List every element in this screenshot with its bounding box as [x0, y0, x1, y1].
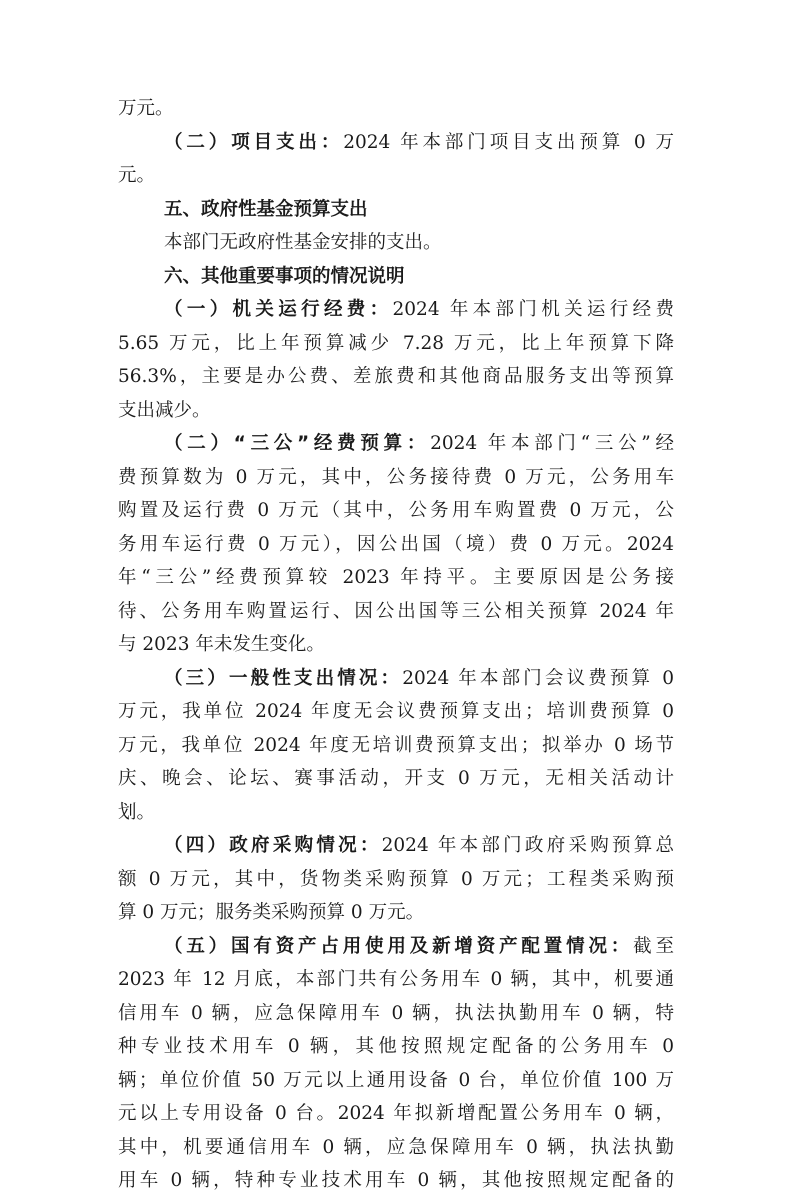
line-text: 2024 年本部门政府采购预算总 — [381, 835, 674, 856]
text-line — [118, 1064, 674, 1098]
line-text: 2024 年本部门会议费预算 0 — [402, 667, 674, 689]
line-text: 2024 年本部门“三公”经 — [430, 433, 674, 454]
text-line — [118, 1164, 674, 1198]
text-line — [118, 1131, 674, 1165]
line-text: 5.65 万元，比上年预算减少 7.28 万元，比上年预算下降 — [118, 332, 674, 354]
text-line — [118, 427, 674, 461]
text-line — [118, 930, 674, 964]
text-line — [118, 695, 674, 729]
line-text: 划。 — [118, 801, 156, 823]
section-heading: 六、其他重要事项的情况说明 — [164, 265, 405, 287]
text-line — [118, 394, 674, 428]
line-text: 信用车 0 辆，应急保障用车 0 辆，执法执勤用车 0 辆，特 — [118, 1002, 674, 1024]
line-text: 待、公务用车购置运行、因公出国等三公相关预算 2024 年 — [118, 600, 674, 622]
text-line — [118, 997, 674, 1031]
line-text: 2024 年本部门项目支出预算 0 万 — [343, 131, 674, 153]
text-line — [118, 293, 674, 327]
line-text: 万元。 — [118, 98, 174, 119]
line-text: 年“三公”经费预算较 2023 年持平。主要原因是公务接 — [118, 567, 674, 588]
line-text: 元以上专用设备 0 台。2024 年拟新增配置公务用车 0 辆， — [118, 1103, 674, 1124]
line-text: 庆、晚会、论坛、赛事活动，开支 0 万元，无相关活动计 — [118, 768, 674, 789]
section-heading: （三）一般性支出情况： — [164, 667, 403, 689]
section-heading: 五、政府性基金预算支出 — [164, 198, 368, 220]
text-line — [118, 762, 674, 796]
line-text: 购置及运行费 0 万元（其中，公务用车购置费 0 万元，公 — [118, 500, 674, 521]
line-text: 与 2023 年未发生变化。 — [118, 634, 325, 655]
text-line — [118, 461, 674, 495]
text-line — [118, 126, 674, 160]
text-line — [118, 360, 674, 394]
text-line — [118, 1097, 674, 1131]
line-text: 万元，我单位 2024 年度无会议费预算支出；培训费预算 0 — [118, 701, 674, 722]
section-heading: （五）国有资产占用使用及新增资产配置情况： — [164, 935, 634, 957]
line-text: 56.3%，主要是办公费、差旅费和其他商品服务支出等预算 — [118, 366, 674, 387]
text-line — [118, 159, 674, 193]
text-line — [118, 528, 674, 562]
text-line — [118, 662, 674, 696]
document-page — [118, 92, 674, 1198]
text-line — [118, 226, 674, 260]
line-text: 种专业技术用车 0 辆，其他按照规定配备的公务用车 0 — [118, 1036, 674, 1057]
text-line — [118, 193, 674, 227]
line-text: 其中，机要通信用车 0 辆，应急保障用车 0 辆，执法执勤 — [118, 1136, 674, 1158]
text-line — [118, 729, 674, 763]
section-heading: （二）项目支出： — [164, 131, 344, 153]
text-line — [118, 963, 674, 997]
line-text: 务用车运行费 0 万元），因公出国（境）费 0 万元。2024 — [118, 533, 674, 555]
line-text: 用车 0 辆，特种专业技术用车 0 辆，其他按照规定配备的 — [118, 1170, 674, 1191]
text-line — [118, 260, 674, 294]
line-text: 2024 年本部门机关运行经费 — [392, 299, 674, 320]
text-line — [118, 829, 674, 863]
section-heading: （一）机关运行经费： — [164, 299, 393, 320]
line-text: 万元，我单位 2024 年度无培训费预算支出；拟举办 0 场节 — [118, 734, 674, 756]
text-line — [118, 1030, 674, 1064]
line-text: 额 0 万元，其中，货物类采购预算 0 万元；工程类采购预 — [118, 868, 674, 890]
line-text: 费预算数为 0 万元，其中，公务接待费 0 万元，公务用车 — [118, 466, 674, 488]
line-text: 算 0 万元；服务类采购预算 0 万元。 — [118, 902, 425, 923]
line-text: 2023 年 12 月底，本部门共有公务用车 0 辆，其中，机要通 — [118, 969, 674, 990]
line-text: 本部门无政府性基金安排的支出。 — [164, 232, 442, 253]
text-line — [118, 561, 674, 595]
line-text: 辆；单位价值 50 万元以上通用设备 0 台，单位价值 100 万 — [118, 1069, 674, 1091]
text-line — [118, 92, 674, 126]
text-line — [118, 327, 674, 361]
text-line — [118, 896, 674, 930]
line-text: 元。 — [118, 165, 156, 186]
text-line — [118, 595, 674, 629]
text-line — [118, 628, 674, 662]
line-text: 截至 — [633, 935, 674, 957]
text-line — [118, 494, 674, 528]
text-line — [118, 796, 674, 830]
section-heading: （二）“三公”经费预算： — [164, 433, 431, 454]
line-text: 支出减少。 — [118, 399, 211, 421]
text-line — [118, 863, 674, 897]
section-heading: （四）政府采购情况： — [164, 835, 382, 856]
